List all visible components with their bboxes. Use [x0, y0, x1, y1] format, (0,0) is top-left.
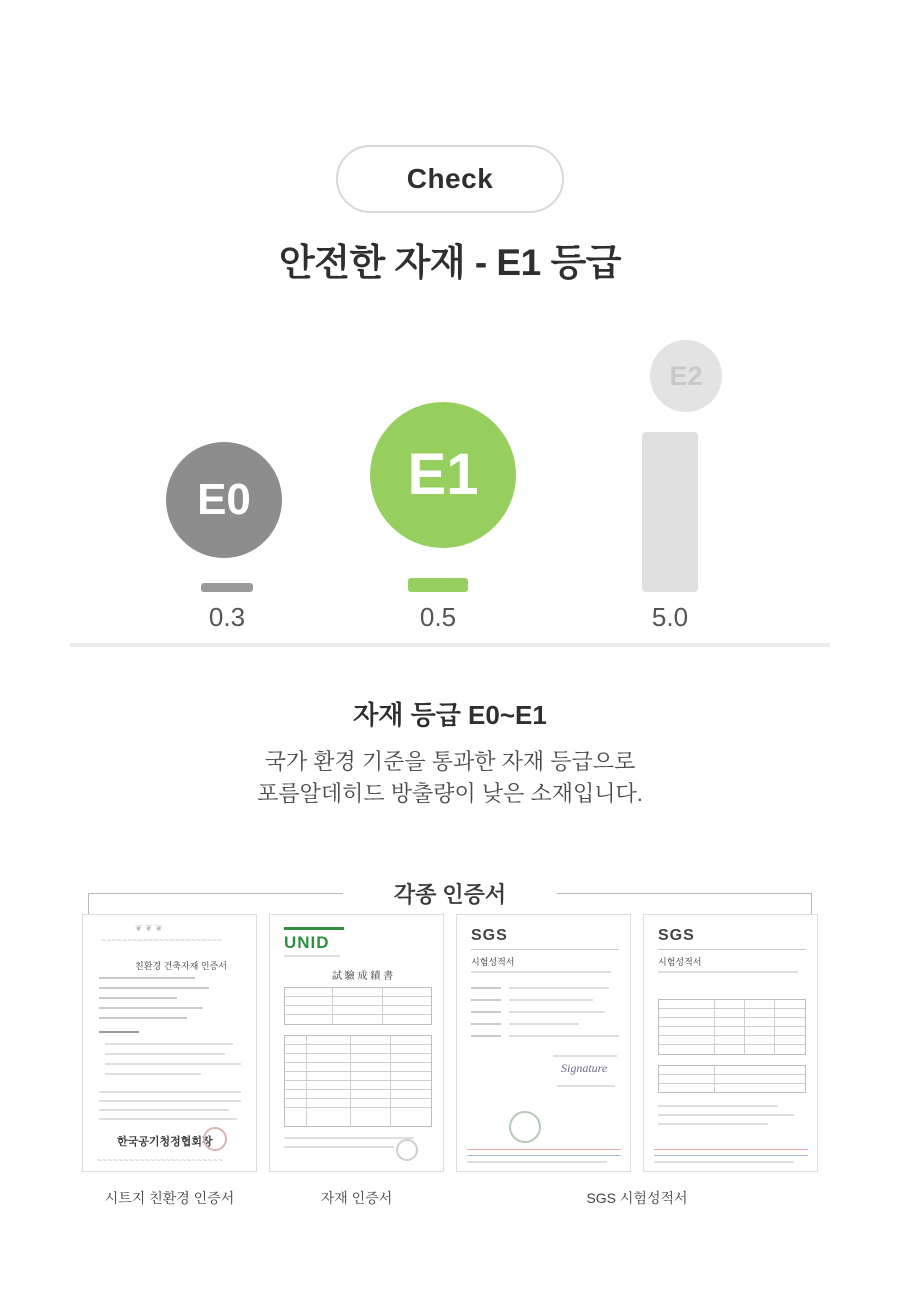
header-rule-right [557, 893, 812, 894]
doc-line [284, 927, 344, 930]
doc-line [509, 999, 593, 1001]
doc-line [99, 1007, 203, 1009]
doc-line [99, 1031, 139, 1033]
grade-item-e2 [636, 340, 736, 412]
ornament-sub: ~~~~~~~~~~~~~~~~~~~~~~~ [101, 935, 222, 945]
doc-line [553, 1055, 617, 1057]
doc-issuer-sgs: SGS [471, 927, 508, 944]
doc-table-header [284, 987, 432, 1025]
description-line-2: 포름알데히드 방출량이 낮은 소재입니다. [257, 780, 643, 806]
certificate-card-material[interactable] [269, 914, 444, 1172]
certificate-card-row [82, 914, 818, 1172]
doc-line [284, 1137, 414, 1139]
doc-line [99, 1017, 187, 1019]
seal-stamp [396, 1139, 418, 1161]
doc-line [99, 997, 177, 999]
doc-line [654, 1161, 794, 1163]
grade-bar-e2 [642, 432, 698, 592]
grade-bar-e0 [201, 583, 253, 592]
certificate-card-eco[interactable] [82, 914, 257, 1172]
grade-value-e1: 0.5 [419, 602, 457, 632]
table-divider [390, 1035, 391, 1127]
ornament-top: ❦ ❦ ❦ [135, 923, 163, 933]
doc-title-sgs-1: 시험성적서 [471, 957, 515, 967]
certificates-header [88, 878, 812, 910]
grade-bar-e1 [408, 578, 468, 592]
table-divider [382, 987, 383, 1025]
doc-issuer-unid: UNID [284, 933, 330, 952]
certificate-card-sgs-2[interactable] [643, 914, 818, 1172]
doc-line [105, 1043, 233, 1045]
signature: Signature [561, 1061, 608, 1075]
check-badge-label: Check [406, 163, 494, 194]
table-row [285, 1015, 431, 1024]
table-row [659, 1075, 805, 1084]
doc-line [654, 1149, 808, 1150]
doc-line [658, 1123, 768, 1125]
table-row [659, 1036, 805, 1045]
doc-line [471, 999, 501, 1001]
doc-line [658, 1105, 778, 1107]
description-line-1: 국가 환경 기준을 통과한 자재 등급으로 [264, 749, 636, 774]
doc-line [658, 971, 798, 973]
doc-line [105, 1053, 225, 1055]
doc-line [471, 949, 619, 950]
doc-line [105, 1073, 201, 1075]
doc-line [509, 1011, 605, 1013]
doc-line [471, 987, 501, 989]
doc-title-material: 試 驗 成 績 書 [332, 971, 394, 982]
doc-line [467, 1155, 621, 1156]
description-block [0, 695, 900, 810]
grade-item-e1 [370, 402, 530, 548]
table-divider [714, 999, 715, 1055]
description-title: 자재 등급 E0~E1 [353, 700, 547, 730]
doc-line [658, 1114, 794, 1116]
doc-line [509, 1035, 619, 1037]
grade-diagram [70, 340, 830, 645]
doc-title-sgs-2: 시험성적서 [658, 957, 702, 967]
page-title: 안전한 자재 - E1 등급 [279, 242, 621, 283]
table-divider [714, 1065, 715, 1093]
doc-line [99, 1100, 241, 1102]
table-row [659, 1018, 805, 1027]
doc-line [99, 1109, 229, 1111]
grade-baseline [70, 643, 830, 647]
doc-line [99, 987, 209, 989]
doc-table-sgs [658, 999, 806, 1055]
table-row [285, 997, 431, 1006]
table-row [659, 1009, 805, 1018]
doc-line [284, 955, 340, 957]
doc-line [99, 1118, 237, 1120]
certificate-caption-2: 자재 인증서 [320, 1190, 393, 1206]
ornament-bottom: ~~~~~~~~~~~~~~~~~~~~~~~~ [97, 1155, 224, 1165]
doc-line [509, 987, 609, 989]
table-divider [350, 1035, 351, 1127]
doc-line [471, 1023, 501, 1025]
doc-line [467, 1161, 607, 1163]
doc-table-sgs-2 [658, 1065, 806, 1093]
grade-circle-e1: E1 [370, 402, 516, 548]
table-row [659, 1066, 805, 1075]
doc-line [471, 971, 611, 973]
table-divider [744, 999, 745, 1055]
table-divider [332, 987, 333, 1025]
seal-stamp [203, 1127, 227, 1151]
grade-circle-e0: E0 [166, 442, 282, 558]
doc-title-eco: 친환경 건축자재 인증서 [135, 961, 227, 971]
doc-line [557, 1085, 615, 1087]
grade-value-e2: 5.0 [651, 602, 689, 632]
check-badge [336, 145, 564, 213]
seal-stamp [509, 1111, 541, 1143]
table-row [659, 1000, 805, 1009]
table-row [659, 1027, 805, 1036]
doc-line [284, 1146, 394, 1148]
doc-line [467, 1149, 621, 1150]
doc-line [658, 949, 806, 950]
doc-line [509, 1023, 579, 1025]
doc-line [654, 1155, 808, 1156]
table-row [285, 1006, 431, 1015]
certificate-caption-sgs: SGS 시험성적서 [586, 1190, 688, 1206]
doc-line [105, 1063, 241, 1065]
grade-circle-e2: E2 [650, 340, 722, 412]
table-row [659, 1045, 805, 1054]
grade-value-e0: 0.3 [208, 602, 246, 632]
certificate-card-sgs-1[interactable] [456, 914, 631, 1172]
doc-issuer-eco: 한국공기청정협회장 [117, 1136, 213, 1148]
certificate-caption-1: 시트지 친환경 인증서 [104, 1190, 235, 1206]
certificate-caption-row [82, 1188, 818, 1208]
table-divider [306, 1035, 307, 1127]
doc-line [471, 1011, 501, 1013]
doc-issuer-sgs-2: SGS [658, 927, 695, 944]
doc-line [99, 977, 195, 979]
doc-line [99, 1091, 241, 1093]
grade-item-e0 [166, 442, 286, 558]
certificates-title: 각종 인증서 [393, 882, 507, 907]
doc-line [471, 1035, 501, 1037]
certificates-section [88, 878, 812, 1206]
table-divider [774, 999, 775, 1055]
table-row [285, 988, 431, 997]
table-row [659, 1084, 805, 1093]
